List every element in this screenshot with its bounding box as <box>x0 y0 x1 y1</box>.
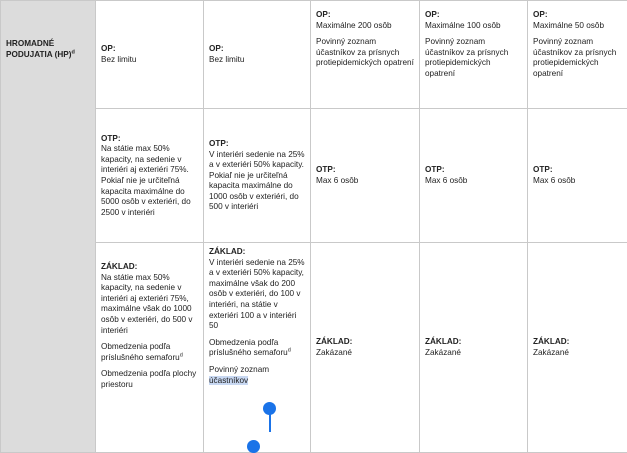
text-selection[interactable]: účastníkov <box>209 376 248 385</box>
cell-text: Maximálne 50 osôb <box>533 21 625 32</box>
cell-text: Max 6 osôb <box>425 176 522 187</box>
cell-label: OTP: <box>316 165 414 176</box>
cell-text: V interiéri sedenie na 25% a v exteriéri 50% kapacity, maximálne však do 200 osôb v exteriéri, do 100 v interiéri, na státie v exteriéri 100 a v interiéri 50 <box>209 258 305 332</box>
cell-text: Max 6 osôb <box>316 176 414 187</box>
cell-text: Maximálne 200 osôb <box>316 21 414 32</box>
cell-label: OP: <box>209 44 305 55</box>
footnote-marker: d <box>288 348 291 354</box>
cell-op-3 <box>311 1 420 109</box>
cell-label: OTP: <box>425 165 522 176</box>
cell-text: Zakázané <box>316 348 414 359</box>
cell-zaklad-2 <box>204 243 311 453</box>
cell-label: ZÁKLAD: <box>533 337 625 348</box>
cell-label: ZÁKLAD: <box>209 247 305 258</box>
cell-text: Povinný zoznam účastníkov za prísnych protiepidemických opatrení <box>533 37 625 79</box>
cell-text: Povinný zoznam <box>209 365 305 376</box>
table-row <box>1 1 627 109</box>
cell-label: OTP: <box>101 134 198 145</box>
cell-text: Povinný zoznam účastníkov za prísnych protiepidemických opatrení <box>425 37 522 79</box>
cell-zaklad-5 <box>528 243 627 453</box>
cell-otp-5 <box>528 109 627 243</box>
cell-zaklad-3 <box>311 243 420 453</box>
cell-text-inline: Obmedzenia podľa príslušného semaforu <box>101 342 180 362</box>
cell-op-5 <box>528 1 627 109</box>
cell-otp-2 <box>204 109 311 243</box>
cell-text-inline: Obmedzenia podľa príslušného semaforu <box>209 338 288 358</box>
cell-label: ZÁKLAD: <box>316 337 414 348</box>
row-header-title: HROMADNÉ PODUJATIA (HP) <box>6 39 72 59</box>
selection-handles[interactable] <box>258 402 282 447</box>
cell-label: OP: <box>101 44 198 55</box>
selection-end-handle-icon[interactable] <box>247 440 260 453</box>
footnote-marker: d <box>180 352 183 358</box>
cell-otp-4 <box>420 109 528 243</box>
cell-text <box>209 338 305 359</box>
cell-text: Zakázané <box>425 348 522 359</box>
cell-label: OP: <box>316 10 414 21</box>
cell-zaklad-1 <box>96 243 204 453</box>
cell-text <box>101 342 198 363</box>
cell-text: Povinný zoznam účastníkov za prísnych protiepidemických opatrení <box>316 37 414 69</box>
cell-label: ZÁKLAD: <box>425 337 522 348</box>
footnote-marker: d <box>72 49 75 55</box>
cell-op-4 <box>420 1 528 109</box>
selection-handle-stem <box>269 412 271 432</box>
cell-label: OTP: <box>533 165 625 176</box>
cell-label: ZÁKLAD: <box>101 262 198 273</box>
cell-text: Maximálne 100 osôb <box>425 21 522 32</box>
cell-text: Na státie max 50% kapacity, na sedenie v interiéri aj exteriéri 75%. Pokiaľ nie je určiteľná kapacita maximálne do 5000 osôb v exteriéri, do 2500 v interiéri <box>101 144 198 218</box>
cell-text: Obmedzenia podľa plochy priestoru <box>101 369 198 390</box>
cell-zaklad-4 <box>420 243 528 453</box>
cell-op-1 <box>96 1 204 109</box>
row-header-cell <box>1 1 96 453</box>
cell-text: Zakázané <box>533 348 625 359</box>
cell-label: OP: <box>425 10 522 21</box>
cell-text: Max 6 osôb <box>533 176 625 187</box>
cell-otp-3 <box>311 109 420 243</box>
cell-op-2 <box>204 1 311 109</box>
cell-text: Bez limitu <box>209 55 305 66</box>
cell-text: Bez limitu <box>101 55 198 66</box>
cell-text: Na státie max 50% kapacity, na sedenie v interiéri aj exteriéri 75%, maximálne však do 1000 osôb v exteriéri, do 500 v interiéri <box>101 273 198 337</box>
selected-text[interactable] <box>209 376 305 387</box>
cell-label: OP: <box>533 10 625 21</box>
cell-label: OTP: <box>209 139 305 150</box>
cell-otp-1 <box>96 109 204 243</box>
cell-text: V interiéri sedenie na 25% a v exteriéri 50% kapacity. Pokiaľ nie je určiteľná kapacita maximálne do 1000 osôb v exteriéri, do 500 v interiéri <box>209 150 305 214</box>
